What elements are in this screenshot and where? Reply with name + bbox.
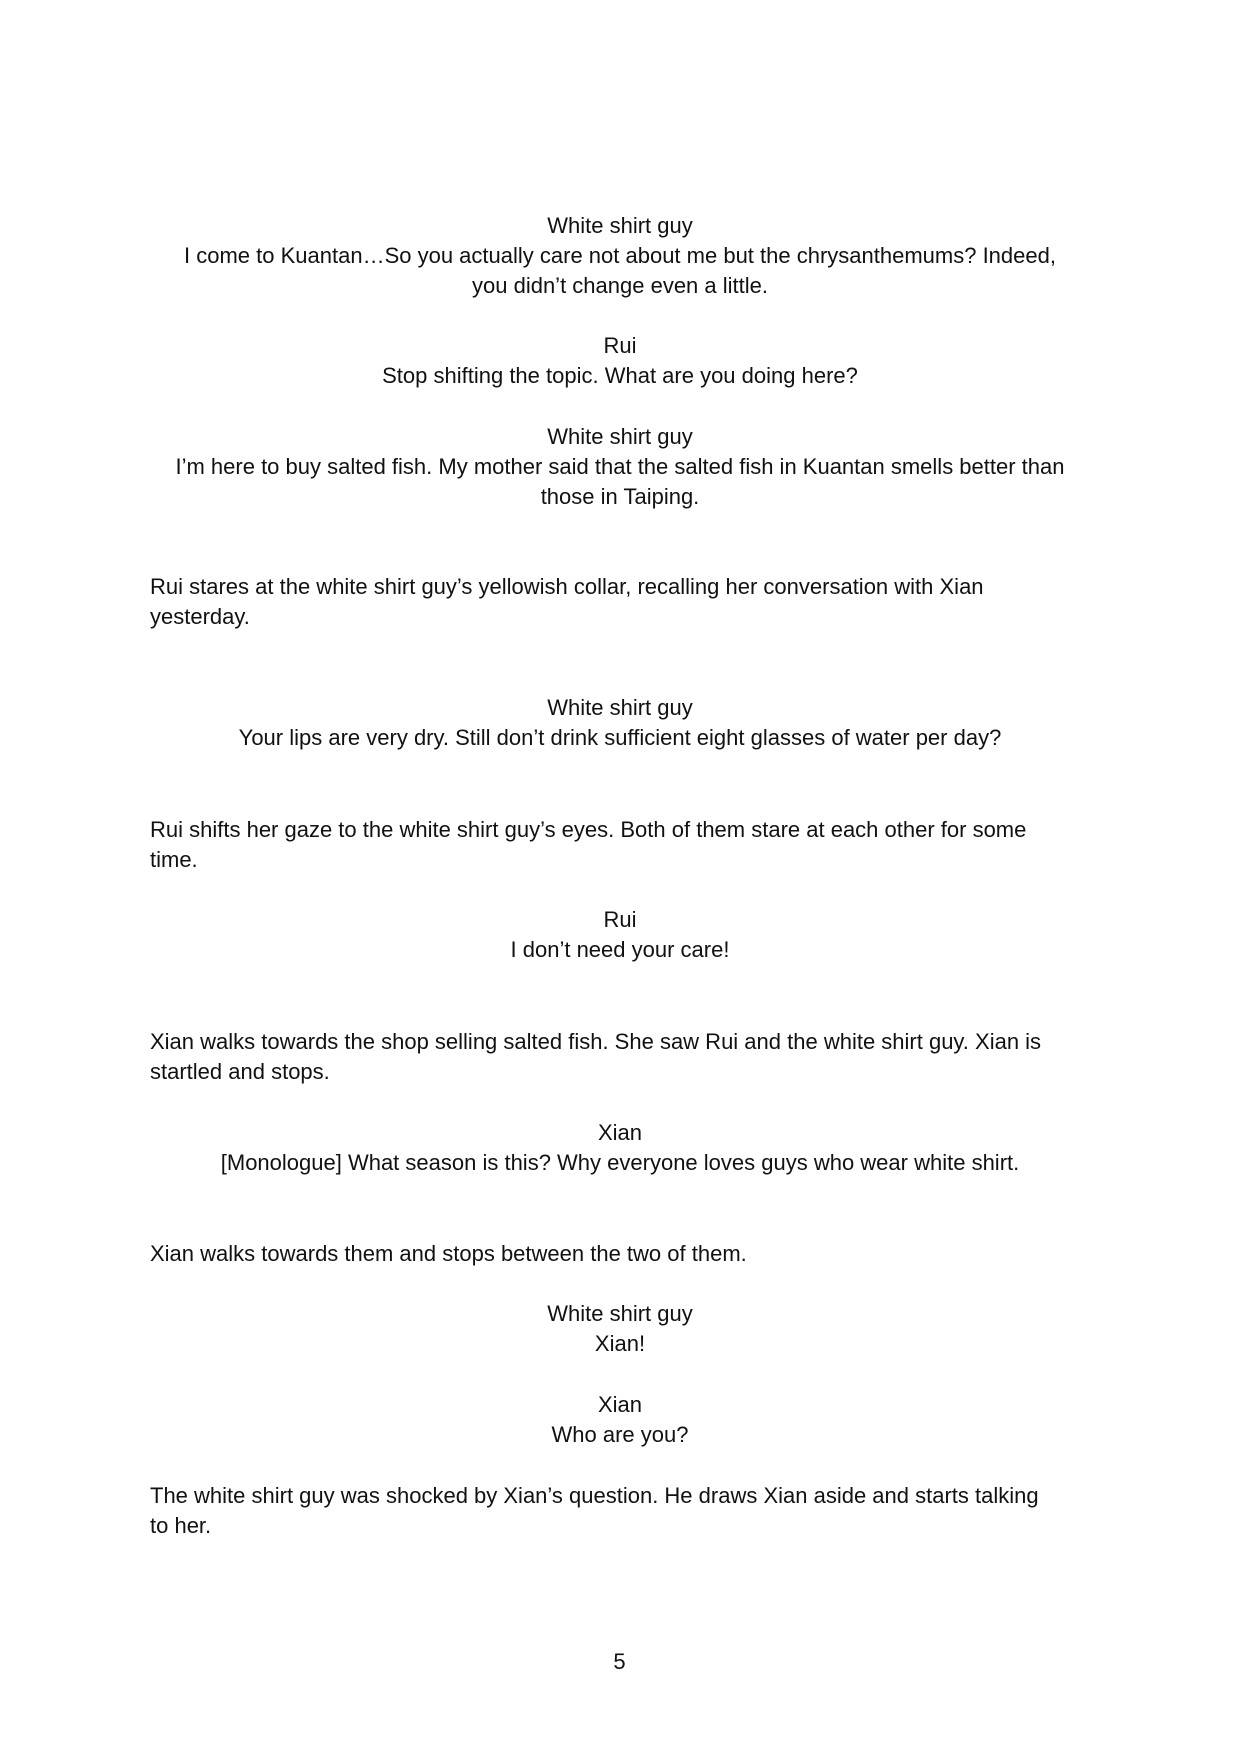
dialogue-line: [Monologue] What season is this? Why everyone loves guys who wear white shirt. bbox=[220, 1150, 1020, 1175]
character-name: Rui bbox=[603, 907, 637, 932]
dialogue-line: I’m here to buy salted fish. My mother said that the salted fish in Kuantan smells better than bbox=[175, 454, 1065, 479]
dialogue-line: those in Taiping. bbox=[540, 484, 700, 509]
dialogue-line: I don’t need your care! bbox=[510, 937, 730, 962]
action-line: Rui shifts her gaze to the white shirt guy’s eyes. Both of them stare at each other for some bbox=[150, 817, 1027, 842]
character-name: White shirt guy bbox=[547, 424, 693, 449]
character-name: White shirt guy bbox=[547, 695, 693, 720]
dialogue-line: Xian! bbox=[594, 1331, 646, 1356]
character-name: Rui bbox=[603, 333, 637, 358]
action-line: Xian walks towards the shop selling salted fish. She saw Rui and the white shirt guy. Xian is bbox=[150, 1029, 1042, 1054]
dialogue-line: Who are you? bbox=[551, 1422, 689, 1447]
action-line: time. bbox=[150, 847, 198, 872]
character-name: Xian bbox=[597, 1120, 643, 1145]
character-name: Xian bbox=[597, 1392, 643, 1417]
dialogue-line: Stop shifting the topic. What are you doing here? bbox=[382, 363, 858, 388]
dialogue-line: I come to Kuantan…So you actually care not about me but the chrysanthemums? Indeed, bbox=[184, 243, 1056, 268]
action-line: Xian walks towards them and stops between the two of them. bbox=[150, 1241, 747, 1266]
dialogue-line: you didn’t change even a little. bbox=[472, 273, 768, 298]
action-line: startled and stops. bbox=[150, 1059, 330, 1084]
character-name: White shirt guy bbox=[547, 1301, 693, 1326]
action-line: Rui stares at the white shirt guy’s yellowish collar, recalling her conversation with Xian bbox=[150, 574, 984, 599]
dialogue-line: Your lips are very dry. Still don’t drink sufficient eight glasses of water per day? bbox=[238, 725, 1002, 750]
character-name: White shirt guy bbox=[547, 213, 693, 238]
action-line: The white shirt guy was shocked by Xian’s question. He draws Xian aside and starts talking bbox=[150, 1483, 1039, 1508]
page-number: 5 bbox=[613, 1649, 626, 1669]
action-line: to her. bbox=[150, 1513, 212, 1538]
action-line: yesterday. bbox=[150, 604, 250, 629]
